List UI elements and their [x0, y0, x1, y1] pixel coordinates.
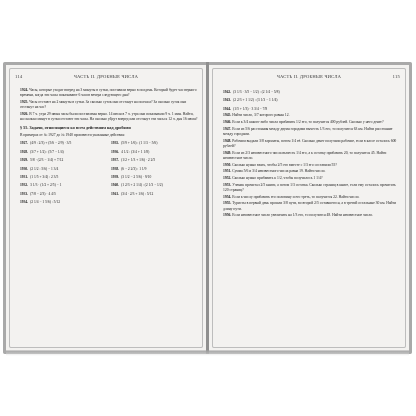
problem-item: [223, 127, 401, 138]
exercise-item: [20, 165, 107, 173]
exercise-item: [223, 96, 401, 104]
problem-item: [223, 183, 401, 194]
exercise-expression: (1 1/5 + 3/4) : 2 3/5: [30, 175, 59, 180]
right-page: [209, 65, 409, 351]
exercise-expression: (1/5 + 1/3) · 3 3/4 − 7/8: [233, 106, 268, 111]
section-title: § 55. Задачи, относящиеся ко всем действиям над дробями: [20, 125, 131, 131]
exercise-item: [223, 105, 401, 113]
exercise-expression: (2 1/2 : 5/6) − 1 3/4: [30, 166, 59, 171]
exercise-number: 1928.: [20, 149, 29, 154]
problem-number: 1949.: [223, 150, 232, 155]
problem-text: Рабочим выдали 3/8 зарплаты, потом 1/4 её. Сколько денег получили рабочие, если в кассе осталось 600 рублей?: [223, 138, 397, 148]
problem-item: [223, 113, 401, 118]
exercise-item: [20, 156, 107, 164]
exercise-expression: (1 2/3 + 2 1/4) : (2 1/3 − 1/2): [121, 183, 163, 188]
problem-item: [20, 100, 198, 110]
left-page-content: [20, 88, 198, 343]
exercise-number: 1939.: [111, 175, 120, 180]
exercise-number: 1937.: [111, 158, 120, 163]
problem-number: 1947.: [223, 126, 232, 131]
problem-text: Сколько нужно взять, чтобы 2/5 его вместе с 1/3 его составили 55?: [232, 162, 337, 167]
exercise-item: [20, 190, 107, 198]
problem-number: 1954.: [223, 194, 232, 199]
exercise-number: 1934.: [20, 200, 29, 205]
exercise-number: 1940.: [111, 183, 120, 188]
exercise-item: [20, 139, 107, 147]
exercise-expression: (7/8 − 2/3) · 4 4/5: [30, 191, 56, 196]
problem-text: Если к числу прибавить его половину и его треть, то получится 22. Найти число.: [232, 194, 360, 199]
problem-number: 1946.: [223, 119, 232, 124]
page-number: 114: [15, 74, 23, 79]
exercise-expression: (4/9 : 2/3) + (5/6 − 2/9) · 3/5: [30, 141, 72, 146]
exercise-expression: 5/8 · (2/3 − 1/4) + 7/12: [30, 158, 64, 163]
exercise-item: [20, 181, 107, 189]
problem-text: Сколько нужно прибавить к 1/2, чтобы получилось 1 1/4?: [232, 175, 323, 180]
exercise-expression: (5/9 + 1/6) : (1 1/3 − 5/6): [121, 141, 158, 146]
exercise-grid: [20, 139, 198, 206]
exercise-item: [111, 190, 198, 198]
problem-text: Ученик прочитал 2/5 книги, а потом 1/3 остатка. Сколько страниц в книге, если ему осталось прочитать 120 страниц?: [223, 182, 396, 192]
exercise-expression: (3/4 · 2/3 + 1/6) : 5/12: [121, 191, 154, 196]
problem-number: 1951.: [223, 169, 232, 174]
exercise-number: 1931.: [20, 175, 29, 180]
exercise-expression: (6 − 2 2/3) : 1 1/9: [121, 166, 147, 171]
exercise-item: [111, 165, 198, 173]
exercise-number: 1943.: [223, 98, 232, 103]
running-title: ЧАСТЬ II. ДРОБНЫЕ ЧИСЛА: [73, 74, 139, 79]
exercise-number: 1929.: [20, 158, 29, 163]
section-intro: В примерах от № 1927 до № 1940 произвести указанные действия:: [20, 132, 125, 137]
problem-text: Если неизвестное число увеличить на 1/3 его, то получится 48. Найти неизвестное число.: [232, 213, 374, 218]
exercise-list: [223, 88, 401, 113]
exercise-number: 1935.: [111, 141, 120, 146]
problem-text: Сумма 5/6 и 3/4 неизвестного числа равна 19. Найти число.: [232, 169, 326, 174]
problem-item: [223, 213, 401, 218]
problem-number: 1926.: [20, 112, 29, 116]
exercise-expression: (2 1/4 − 1 5/6) : 5/12: [30, 200, 61, 205]
problem-text: Если из 5/6 расстояния между двумя городами вычесть 1/3 его, то получится 63 км. Найти расстояние между городами.: [223, 126, 393, 136]
problem-text: Если к 3/4 какого-либо числа прибавить 1/2 его, то получится 400 рублей. Сколько у него денег?: [232, 119, 384, 124]
problem-item: [223, 169, 401, 174]
problem-text: Туристы в первый день прошли 3/8 пути, во второй 2/5 оставшегося, а в третий остальные 30 км. Найти длину пути.: [223, 201, 397, 211]
exercise-item: [111, 148, 198, 156]
problem-number: 1952.: [223, 175, 232, 180]
exercise-expression: (2 2/3 + 1 1/2) : (3 1/3 − 1 1/4): [233, 98, 278, 103]
left-page: [6, 65, 206, 351]
exercise-expression: (3/7 + 1/2) : (5/7 − 1/4): [30, 149, 64, 154]
exercise-item: [111, 156, 198, 164]
problem-item: [223, 163, 401, 168]
problem-number: 1955.: [223, 201, 232, 206]
problem-item: [223, 195, 401, 200]
exercise-expression: (3 1/3 · 3/5 − 1/2) : (2 1/4 − 5/8): [233, 90, 280, 94]
problem-list: [20, 88, 198, 122]
exercise-item: [20, 148, 107, 156]
problem-text: Часы, которые уходят вперед на 3 минуты в сутки, поставили верно в полдень. Который будет час верного времени, когда эти часы показывают 6 часов вечера следующего дня?: [20, 88, 197, 98]
exercise-expression: 4 1/2 : (3/4 + 1 1/8): [121, 149, 150, 154]
exercise-number: 1944.: [223, 106, 232, 111]
problem-item: [20, 88, 198, 98]
exercise-number: 1941.: [111, 191, 120, 196]
exercise-expression: (3 1/2 − 2 5/6) · 9/10: [121, 175, 152, 180]
exercise-number: 1933.: [20, 191, 29, 196]
exercise-expression: 3 1/3 · (1/2 + 2/5) − 1: [30, 183, 62, 188]
problem-number: 1924.: [20, 88, 29, 92]
exercise-number: 1930.: [20, 166, 29, 171]
problem-item: [223, 201, 401, 212]
problem-text: Найти число, 3/7 которого равны 12.: [232, 113, 290, 118]
problem-item: [223, 120, 401, 125]
exercise-item: [20, 198, 107, 206]
problem-number: 1956.: [223, 213, 232, 218]
problem-item: [223, 151, 401, 162]
exercise-item: [111, 181, 198, 189]
page-number: 115: [392, 74, 400, 79]
problem-number: 1950.: [223, 162, 232, 167]
exercise-number: 1942.: [223, 90, 232, 94]
exercise-number: 1927.: [20, 141, 29, 146]
exercise-item: [111, 139, 198, 147]
problem-item: [223, 176, 401, 181]
exercise-expression: (1/2 + 1/3 + 1/6) · 2 2/5: [121, 158, 156, 163]
exercise-number: 1936.: [111, 149, 120, 154]
exercise-number: 1938.: [111, 166, 120, 171]
book-shadow: [6, 350, 409, 356]
problem-text: Если из 2/3 неизвестного числа вычесть 1/4 его, а к остатку прибавить 20, то получится 45. Найти неизвестное число.: [223, 150, 387, 160]
problem-list: [223, 113, 401, 218]
exercise-item: [223, 88, 401, 96]
right-page-content: [223, 88, 401, 343]
problem-number: 1945.: [223, 113, 232, 118]
problem-item: [223, 139, 401, 150]
exercise-item: [20, 173, 107, 181]
problem-text: В 7 ч. утра 29 июня часы были поставлены верно. 14 июля в 7 ч. утра они показывали 9 ч. 1 мин. Найти, на сколько минут в сутки отстают эти часы. На сколько уйдут вперед или отстанут эти часы к 12 ч. дня 16 июля?: [20, 112, 198, 122]
exercise-empty: [111, 198, 198, 206]
problem-item: [20, 112, 198, 122]
problem-number: 1953.: [223, 182, 232, 187]
problem-number: 1925.: [20, 100, 29, 104]
open-book: [3, 62, 412, 354]
exercise-number: 1932.: [20, 183, 29, 188]
exercise-item: [111, 173, 198, 181]
problem-text: Часы отстают на 2 минуты в сутки. За сколько суток они отстанут на полчаса? За сколько суток они отстанут на час?: [20, 100, 187, 110]
running-title: ЧАСТЬ II. ДРОБНЫЕ ЧИСЛА: [276, 74, 342, 79]
problem-number: 1948.: [223, 138, 232, 143]
